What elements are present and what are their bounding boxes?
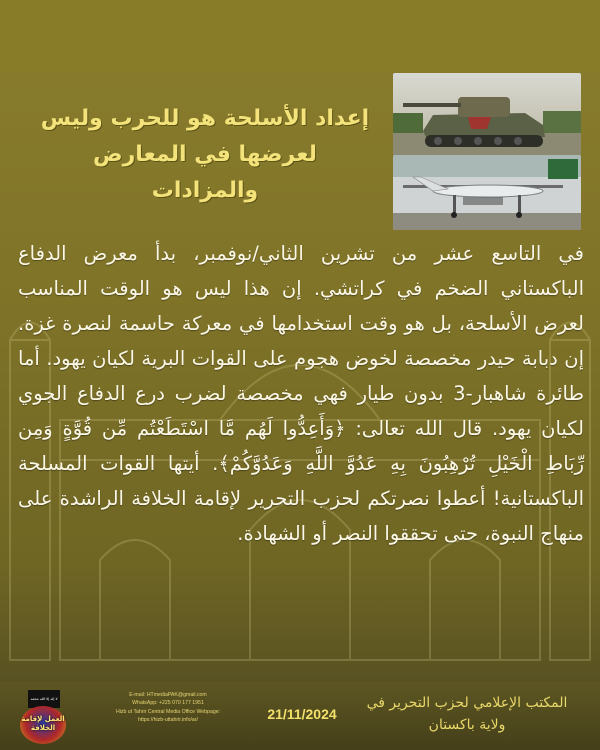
organization-logo <box>6 690 78 746</box>
body-paragraph-call: . أيتها القوات المسلحة الباكستانية! أعطوا نصرتكم لحزب التحرير لإقامة الخلافة الراشدة على منهاج النبوة، حتى تحققوا النصر أو الشهادة. <box>18 452 584 545</box>
footer-bar <box>0 682 600 750</box>
media-office-name: المكتب الإعلامي لحزب التحرير في ولاية باكستان <box>366 695 568 733</box>
logo-badge-text: العمل لإقامة الخلافة <box>21 715 65 732</box>
contact-webpage-label: Hizb ut Tahrir Central Media Office Webpage: <box>115 708 221 715</box>
contact-email: E-mail: HTmediaPAK@gmail.com <box>129 692 207 698</box>
contact-webpage-url: https://hizb-uttahrir.info/ar/ <box>138 717 198 724</box>
title-container <box>40 80 370 230</box>
drone-photo <box>393 155 581 230</box>
contact-info <box>88 691 248 725</box>
top-band <box>0 0 600 72</box>
black-flag-icon: لا إله إلا الله محمد <box>28 690 60 708</box>
article-body <box>18 236 584 681</box>
poster-title: إعداد الأسلحة هو للحرب وليس لعرضها في المعارض والمزادات <box>40 106 370 203</box>
body-paragraph-intro: في التاسع عشر من تشرين الثاني/نوفمبر، بدأ معرض الدفاع الباكستاني الضخم في كراتشي. إن هذا ليس هو الوقت المناسب لعرض الأسلحة، بل هو وقت استخدامها في معركة حاسمة لنصرة غزة. إن دبابة حيدر مخصصة لخوض هجوم على القوات البرية لكيان يهود. أما طائرة شاهبار-3 بدون طيار فهي مخصصة لضرب درع الدفاع الجوي لكيان يهود. قال الله تعالى: <box>18 242 584 440</box>
quran-verse: ﴿وَأَعِدُّوا لَهُم مَّا اسْتَطَعْتُم مِّن قُوَّةٍ وَمِن رِّبَاطِ الْخَيْلِ تُرْهِبُونَ بِهِ عَدُوَّ اللَّهِ وَعَدُوَّكُمْ﴾ <box>18 417 584 475</box>
contact-whatsapp: WhatsApp: +225 070 177 1951 <box>132 700 204 707</box>
tank-photo <box>393 73 581 155</box>
publication-date: 21/11/2024 <box>267 706 337 722</box>
